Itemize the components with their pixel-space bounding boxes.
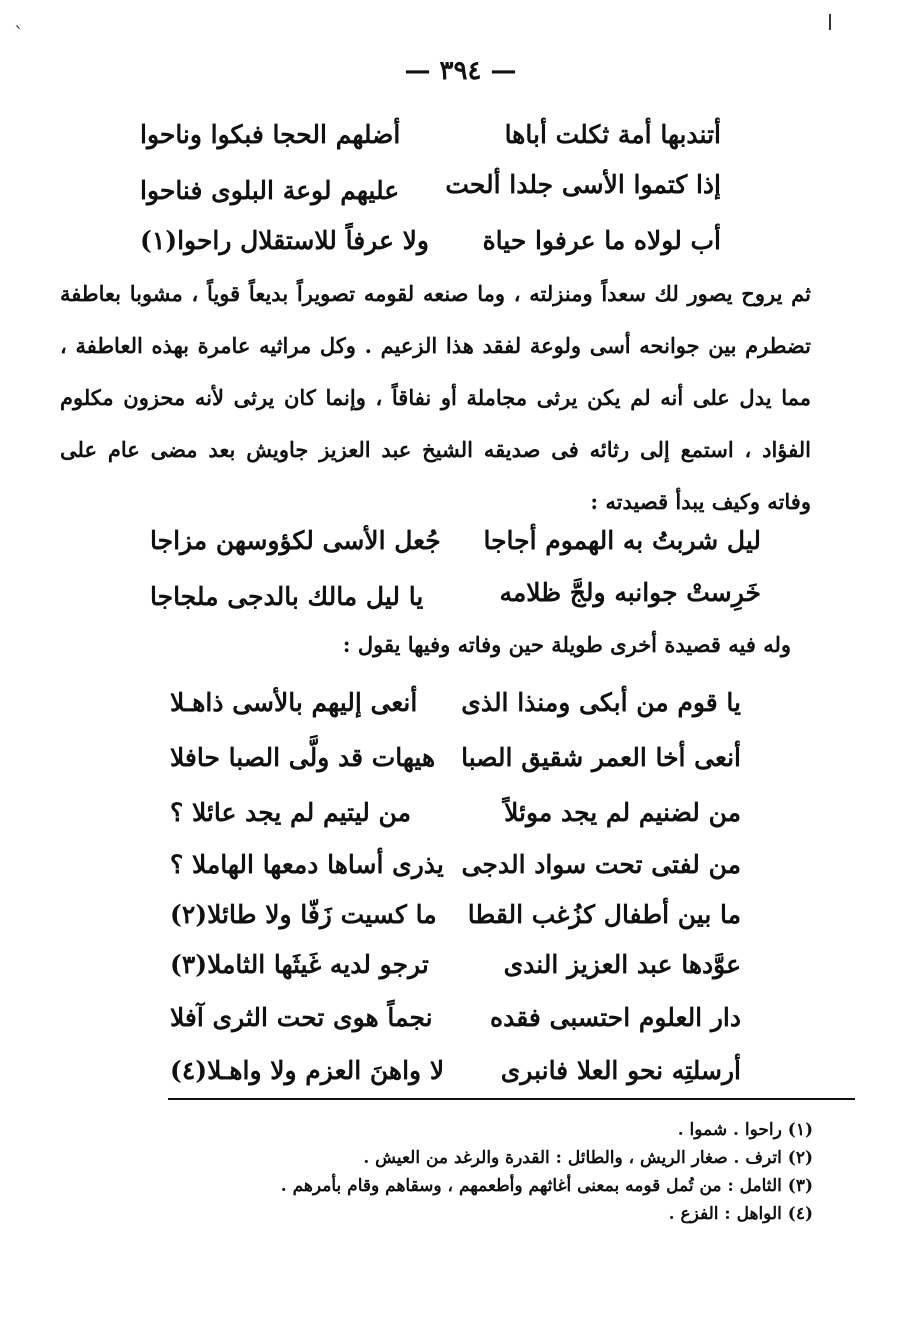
verse-1-3	[483, 228, 721, 253]
verse-3-1-left	[170, 690, 417, 715]
verse-2-1-left	[150, 528, 441, 553]
verse-left-hemistich: لا واهنَ العزم ولا واهـلا(٤)	[170, 1056, 445, 1085]
verse-right-hemistich: ليل شربتُ به الهموم أجاجا	[483, 526, 761, 555]
verse-left-hemistich: أضلهم الحجا فبكوا وناحوا	[140, 120, 401, 149]
verse-left-hemistich: من ليتيم لم يجد عائلا ؟	[170, 798, 411, 827]
verse-3-8	[501, 1058, 741, 1083]
verse-1-2	[445, 172, 721, 197]
verse-right-hemistich: أب لولاه ما عرفوا حياة	[482, 226, 721, 255]
verse-3-3	[504, 800, 741, 825]
prose-text: ثم يروح يصور لك سعداً ومنزلته ، وما صنعه لقومه تصويراً بديعاً قوياً ، مشوبا بعاطفة تضطرم بين جوانحه أسى ولوعة لفقد هذا الزعيم . وكل مراثيه عامرة بهذه العاطفة ، مما يدل على أنه لم يكن يرثى مجاملة أو نفاقاً ، وإنما كان يرثى لأنه محزون مكلوم الفؤاد ، استمع إلى رثائه فى صديقه الشيخ عبد العزيز جاويش بعد مضى عام على وفاته وكيف يبدأ قصيدته :	[60, 281, 811, 514]
verse-right-hemistich: يا قوم من أبكى ومنذا الذى	[461, 688, 741, 717]
verse-right-hemistich: أنعى أخا العمر شقيق الصبا	[461, 743, 741, 772]
footnote-1: (١) راحوا . شموا .	[677, 1120, 813, 1140]
verse-1-1	[506, 122, 721, 147]
footnote-4: (٤) الواهل : الفزع .	[668, 1204, 813, 1224]
verse-2-2-left	[150, 584, 423, 609]
verse-3-4	[462, 852, 741, 877]
verse-1-1-left	[140, 122, 400, 147]
verse-right-hemistich: خَرِستْ جوانبه ولجَّ ظلامه	[499, 578, 761, 607]
verse-3-8-left	[170, 1058, 444, 1083]
verse-left-hemistich: ترجو لديه غَيثَها الثاملا(٣)	[170, 950, 429, 979]
verse-3-2-left	[170, 745, 435, 770]
verse-3-5	[468, 902, 741, 927]
page-number: — ٣٩٤ —	[404, 56, 517, 86]
scan-corner-mark: ˋ	[14, 22, 24, 46]
verse-right-hemistich: عوَّدها عبد العزيز الندى	[503, 950, 741, 979]
verse-3-3-left	[170, 800, 411, 825]
verse-3-2	[461, 745, 741, 770]
verse-right-hemistich: دار العلوم احتسبى فقده	[489, 1003, 741, 1032]
verse-left-hemistich: ما كسيت زَفّا ولا طائلا(٢)	[170, 900, 437, 929]
verse-right-hemistich: ما بين أطفال كزُغب القطا	[467, 900, 741, 929]
verse-3-5-left	[170, 902, 437, 927]
verse-left-hemistich: يا ليل مالك بالدجى ملجاجا	[150, 582, 424, 611]
verse-3-7	[490, 1005, 741, 1030]
verse-left-hemistich: نجماً هوى تحت الثرى آفلا	[170, 1003, 433, 1032]
verse-left-hemistich: جُعل الأسى لكؤوسهن مزاجا	[150, 526, 441, 555]
verse-3-6	[504, 952, 741, 977]
verse-3-7-left	[170, 1005, 433, 1030]
verse-right-hemistich: إذا كتموا الأسى جلدا ألحت	[445, 170, 721, 199]
verse-2-2	[499, 580, 761, 605]
footnote-divider	[168, 1098, 855, 1100]
verse-left-hemistich: أنعى إليهم بالأسى ذاهـلا	[170, 688, 418, 717]
poem-intro: وله فيه قصيدة أخرى طويلة حين وفاته وفيها يقول :	[342, 632, 791, 657]
verse-2-1	[483, 528, 761, 553]
verse-1-2-left	[140, 178, 399, 203]
verse-3-6-left	[170, 952, 429, 977]
verse-left-hemistich: ولا عرفاً للاستقلال راحوا(١)	[140, 226, 429, 255]
footnotes	[120, 1116, 813, 1228]
verse-right-hemistich: من لضنيم لم يجد موئلاً	[504, 798, 741, 827]
verse-1-3-left	[140, 228, 429, 253]
footnote-2: (٢) اترف . صغار الريش ، والطائل : القدرة والرغد من العيش .	[363, 1148, 813, 1168]
verse-left-hemistich: هيهات قد ولَّى الصبا حافلا	[170, 743, 436, 772]
verse-3-4-left	[170, 852, 444, 877]
verse-right-hemistich: أتندبها أمة ثكلت أباها	[504, 120, 721, 149]
verse-right-hemistich: من لفتى تحت سواد الدجى	[461, 850, 741, 879]
verse-left-hemistich: يذرى أساها دمعها الهاملا ؟	[170, 850, 444, 879]
footnote-3: (٣) الثامل : من تُمل قومه بمعنى أغاثهم وأطعمهم ، وسقاهم وقام بأمرهم .	[280, 1176, 813, 1196]
verse-right-hemistich: أرسلتِه نحو العلا فانبرى	[500, 1056, 741, 1085]
verse-3-1	[461, 690, 741, 715]
scan-edge-mark	[829, 14, 831, 30]
verse-left-hemistich: عليهم لوعة البلوى فناحوا	[140, 176, 400, 205]
prose-paragraph	[60, 268, 811, 528]
